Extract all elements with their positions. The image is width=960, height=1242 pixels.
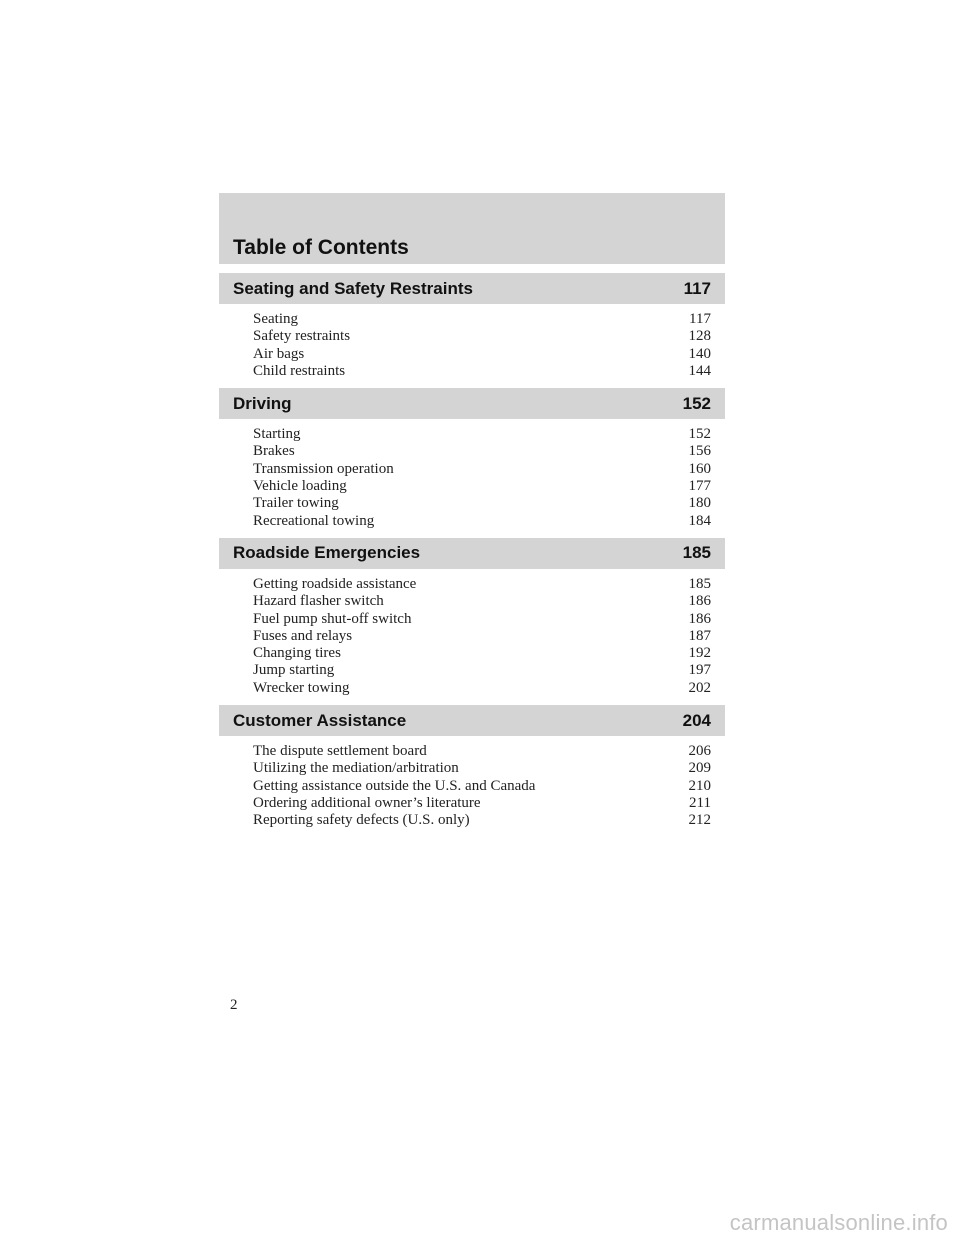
toc-entry[interactable] <box>219 495 725 512</box>
toc-entry[interactable] <box>219 311 725 328</box>
entry-label: Fuses and relays <box>253 627 353 644</box>
toc-section-seating <box>219 273 725 380</box>
toc-entry[interactable] <box>219 328 725 345</box>
toc-entry[interactable] <box>219 611 725 628</box>
toc-entry[interactable] <box>219 346 725 363</box>
section-entries <box>219 426 725 530</box>
entry-page: 128 <box>688 328 711 345</box>
toc-entry[interactable] <box>219 662 725 679</box>
watermark: carmanualsonline.info <box>729 1210 948 1235</box>
section-title: Seating and Safety Restraints <box>233 278 473 298</box>
section-page: 117 <box>683 278 711 298</box>
entry-page: 186 <box>688 593 711 610</box>
section-page: 204 <box>682 710 711 730</box>
entry-label: Utilizing the mediation/arbitration <box>253 760 459 777</box>
toc-entry[interactable] <box>219 443 725 460</box>
entry-label: Getting roadside assistance <box>253 575 417 592</box>
toc-entry[interactable] <box>219 426 725 443</box>
section-page: 152 <box>682 393 711 413</box>
toc-header-bar <box>219 193 725 264</box>
entry-page: 184 <box>688 512 711 529</box>
toc-entry[interactable] <box>219 812 725 829</box>
entry-page: 185 <box>688 575 711 592</box>
toc-entry[interactable] <box>219 645 725 662</box>
toc-entry[interactable] <box>219 628 725 645</box>
toc-entry[interactable] <box>219 513 725 530</box>
entry-page: 197 <box>688 662 711 679</box>
section-header[interactable] <box>219 388 725 419</box>
section-header[interactable] <box>219 705 725 736</box>
entry-label: Jump starting <box>253 662 335 679</box>
entry-label: Wrecker towing <box>253 679 350 696</box>
toc-entry[interactable] <box>219 778 725 795</box>
entry-page: 177 <box>688 478 711 495</box>
entry-page: 212 <box>688 812 711 829</box>
entry-page: 202 <box>688 679 711 696</box>
entry-page: 152 <box>688 426 711 443</box>
section-title: Roadside Emergencies <box>233 543 421 563</box>
entry-page: 206 <box>688 743 711 760</box>
toc-entry[interactable] <box>219 795 725 812</box>
entry-page: 186 <box>688 610 711 627</box>
toc-entry[interactable] <box>219 680 725 697</box>
section-entries <box>219 576 725 697</box>
entry-label: Changing tires <box>253 645 341 662</box>
page-title: Table of Contents <box>233 236 409 259</box>
toc-entry[interactable] <box>219 461 725 478</box>
toc-entry[interactable] <box>219 593 725 610</box>
entry-label: Transmission operation <box>253 460 394 477</box>
entry-page: 211 <box>689 794 711 811</box>
toc-section-customer-assistance <box>219 705 725 829</box>
entry-label: Safety restraints <box>253 328 351 345</box>
entry-page: 210 <box>688 777 711 794</box>
entry-label: Fuel pump shut-off switch <box>253 610 412 627</box>
entry-label: Air bags <box>253 345 305 362</box>
entry-page: 187 <box>688 627 711 644</box>
entry-label: Vehicle loading <box>253 478 347 495</box>
toc-section-roadside <box>219 538 725 697</box>
section-title: Customer Assistance <box>233 710 407 730</box>
entry-page: 192 <box>688 645 711 662</box>
toc-entry[interactable] <box>219 743 725 760</box>
entry-label: Hazard flasher switch <box>253 593 384 610</box>
toc-entry[interactable] <box>219 363 725 380</box>
entry-page: 160 <box>688 460 711 477</box>
entry-label: Brakes <box>253 443 295 460</box>
entry-label: The dispute settlement board <box>253 743 427 760</box>
entry-page: 209 <box>688 760 711 777</box>
toc-sections <box>219 273 725 838</box>
entry-label: Trailer towing <box>253 495 339 512</box>
entry-label: Seating <box>253 311 298 327</box>
toc-entry[interactable] <box>219 760 725 777</box>
toc-entry[interactable] <box>219 576 725 593</box>
section-header[interactable] <box>219 273 725 304</box>
section-entries <box>219 311 725 380</box>
entry-label: Getting assistance outside the U.S. and Canada <box>253 777 536 794</box>
section-header[interactable] <box>219 538 725 569</box>
entry-label: Ordering additional owner’s literature <box>253 794 481 811</box>
section-title: Driving <box>233 393 292 413</box>
toc-section-driving <box>219 388 725 530</box>
entry-page: 144 <box>688 362 711 379</box>
entry-page: 117 <box>689 311 711 327</box>
entry-label: Starting <box>253 426 301 443</box>
entry-page: 180 <box>688 495 711 512</box>
page-number: 2 <box>230 997 238 1013</box>
entry-label: Reporting safety defects (U.S. only) <box>253 812 470 829</box>
entry-label: Recreational towing <box>253 512 375 529</box>
entry-page: 140 <box>688 345 711 362</box>
section-page: 185 <box>682 543 711 563</box>
entry-label: Child restraints <box>253 362 346 379</box>
entry-page: 156 <box>688 443 711 460</box>
toc-entry[interactable] <box>219 478 725 495</box>
section-entries <box>219 743 725 829</box>
